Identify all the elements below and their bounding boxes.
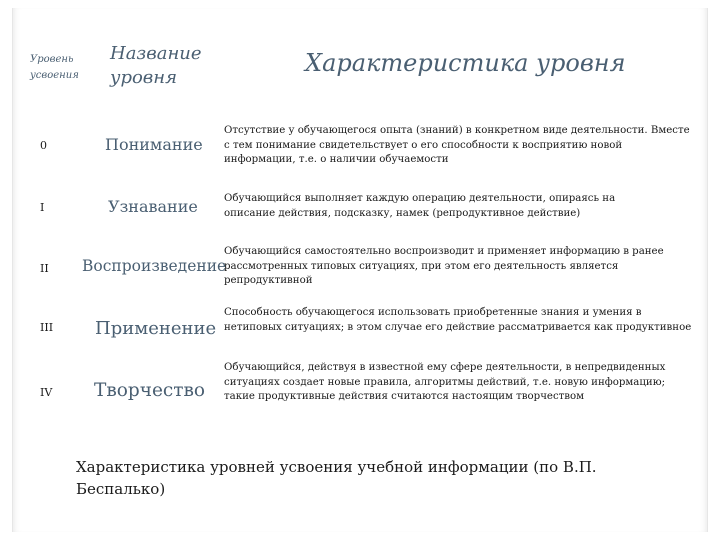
row-description: Обучающийся выполняет каждую операцию деятельности, опираясь на описание действия, подсказку, намек (репродуктивное действие): [224, 193, 616, 219]
row-description: Способность обучающегося использовать приобретенные знания и умения в нетиповых ситуациях; в этом случае его действие рассматривается как продуктивное: [224, 307, 692, 333]
row-level: 0: [40, 139, 47, 152]
row-level: II: [40, 262, 49, 275]
header-characteristic: Характеристика уровня: [305, 49, 626, 77]
row-level: IV: [40, 386, 53, 399]
caption: Характеристика уровней усвоения учебной информации (по В.П. Беспалько): [76, 458, 597, 498]
row-description: Отсутствие у обучающегося опыта (знаний) в конкретном виде деятельности. Вместе с тем понимание свидетельствует о его способности к восприятию новой информации, т.е. о наличии обучаемости: [224, 125, 690, 165]
row-level: III: [40, 321, 54, 334]
header-name: Название уровня: [110, 43, 202, 88]
row-description: Обучающийся, действуя в известной ему сфере деятельности, в непредвиденных ситуациях создает новые правила, алгоритмы действий, т.е. новую информацию; такие продуктивные действия считаются настоящим творчеством: [224, 362, 666, 402]
row-description: Обучающийся самостоятельно воспроизводит и применяет информацию в ранее рассмотренных типовых ситуациях, при этом его деятельность является репродуктивной: [224, 246, 664, 286]
row-name: Понимание: [105, 135, 203, 154]
row-level: I: [40, 201, 45, 214]
row-name: Применение: [95, 318, 217, 339]
row-name: Воспроизведение: [82, 257, 227, 275]
row-name: Творчество: [94, 380, 206, 401]
row-name: Узнавание: [108, 197, 198, 216]
header-level: Уровень усвоения: [30, 54, 79, 81]
